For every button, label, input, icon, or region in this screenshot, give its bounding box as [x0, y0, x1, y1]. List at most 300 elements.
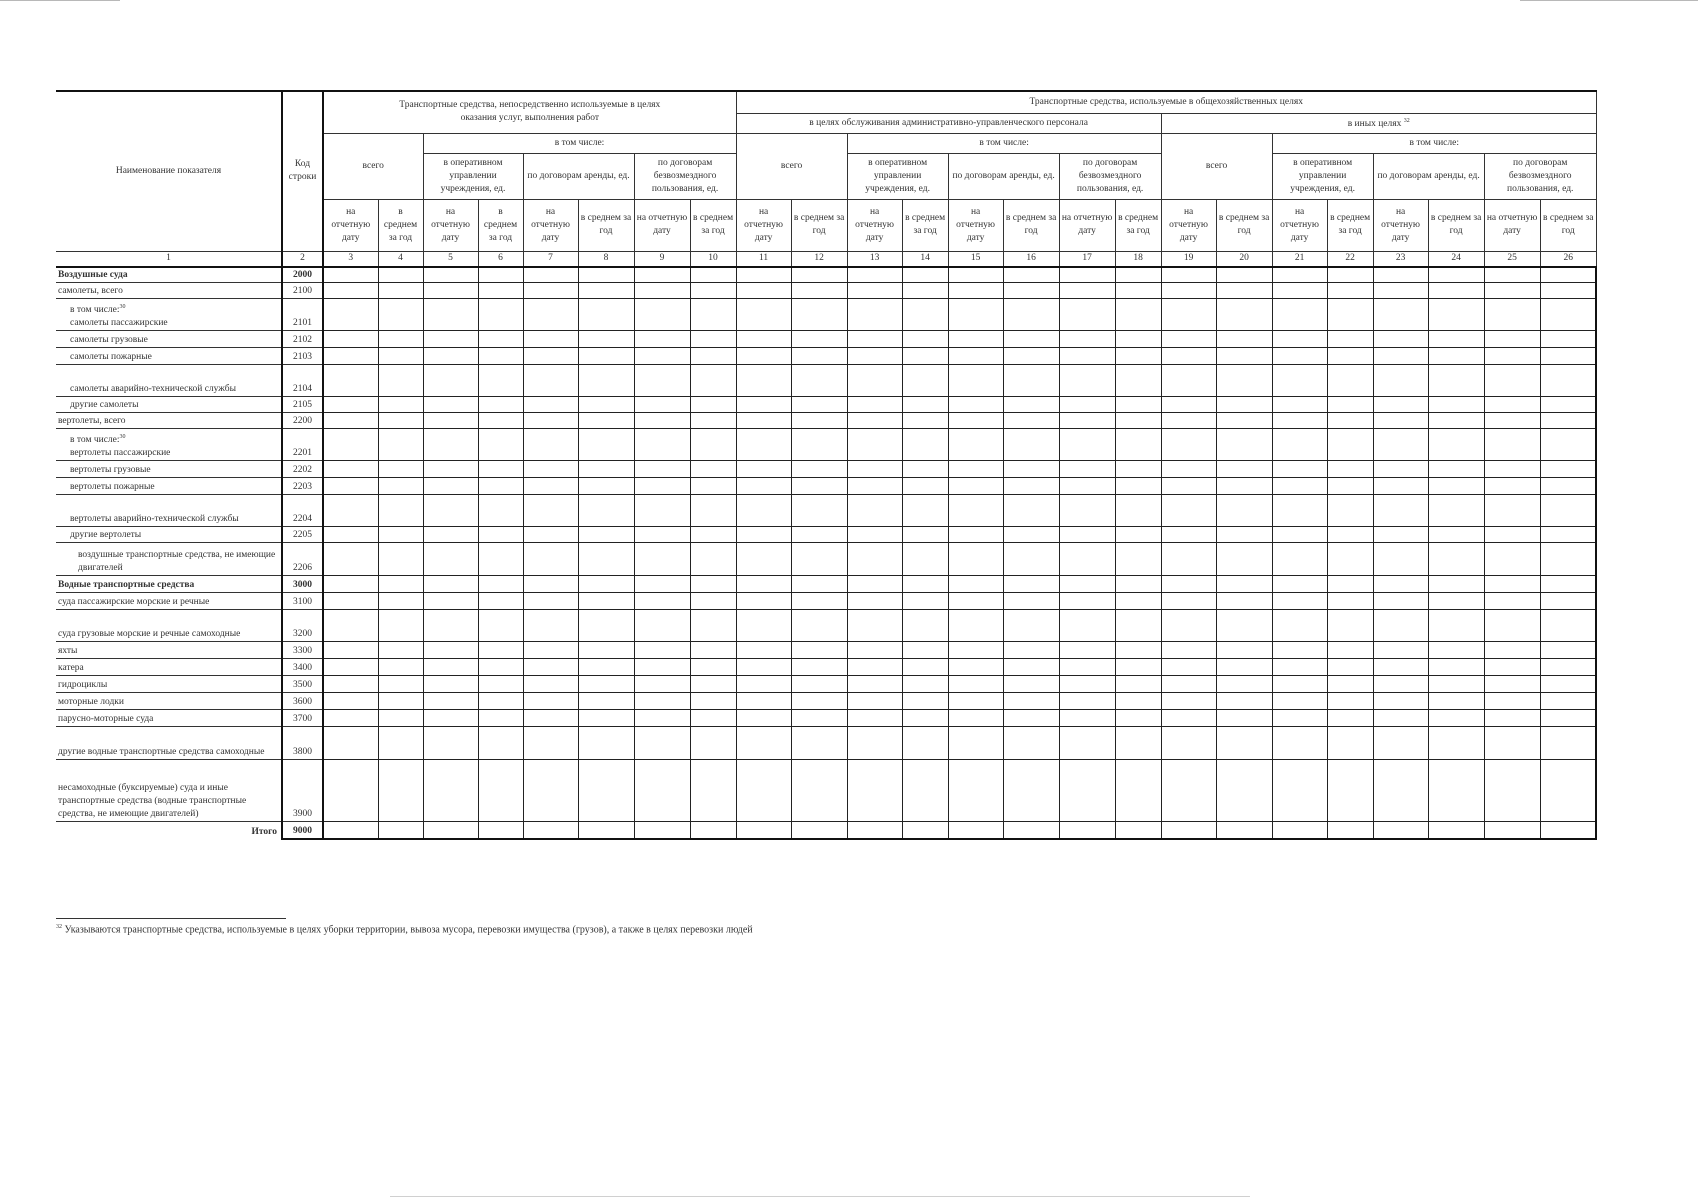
data-cell[interactable] [323, 642, 378, 659]
data-cell[interactable] [378, 642, 423, 659]
data-cell[interactable] [1059, 527, 1115, 543]
data-cell[interactable] [1272, 642, 1327, 659]
data-cell[interactable] [1327, 760, 1373, 822]
data-cell[interactable] [1003, 727, 1059, 760]
data-cell[interactable] [1216, 413, 1272, 429]
data-cell[interactable] [423, 267, 478, 283]
data-cell[interactable] [634, 348, 690, 365]
data-cell[interactable] [578, 429, 634, 461]
data-cell[interactable] [1484, 365, 1540, 397]
data-cell[interactable] [1115, 676, 1161, 693]
data-cell[interactable] [634, 543, 690, 576]
data-cell[interactable] [690, 495, 736, 527]
data-cell[interactable] [523, 659, 578, 676]
data-cell[interactable] [634, 527, 690, 543]
data-cell[interactable] [1272, 267, 1327, 283]
data-cell[interactable] [847, 348, 902, 365]
data-cell[interactable] [1059, 495, 1115, 527]
data-cell[interactable] [1059, 693, 1115, 710]
data-cell[interactable] [1428, 527, 1484, 543]
data-cell[interactable] [1428, 348, 1484, 365]
data-cell[interactable] [1059, 642, 1115, 659]
data-cell[interactable] [578, 331, 634, 348]
data-cell[interactable] [948, 659, 1003, 676]
data-cell[interactable] [634, 659, 690, 676]
data-cell[interactable] [1161, 727, 1216, 760]
data-cell[interactable] [578, 413, 634, 429]
data-cell[interactable] [1540, 397, 1596, 413]
data-cell[interactable] [690, 676, 736, 693]
data-cell[interactable] [902, 413, 948, 429]
data-cell[interactable] [1216, 760, 1272, 822]
data-cell[interactable] [1059, 348, 1115, 365]
data-cell[interactable] [902, 576, 948, 593]
data-cell[interactable] [1540, 267, 1596, 283]
data-cell[interactable] [478, 676, 523, 693]
data-cell[interactable] [1161, 693, 1216, 710]
data-cell[interactable] [1115, 760, 1161, 822]
data-cell[interactable] [847, 659, 902, 676]
data-cell[interactable] [736, 478, 791, 495]
data-cell[interactable] [1540, 348, 1596, 365]
data-cell[interactable] [423, 365, 478, 397]
data-cell[interactable] [847, 822, 902, 839]
data-cell[interactable] [1115, 822, 1161, 839]
data-cell[interactable] [902, 478, 948, 495]
data-cell[interactable] [736, 576, 791, 593]
data-cell[interactable] [1059, 710, 1115, 727]
data-cell[interactable] [1327, 710, 1373, 727]
data-cell[interactable] [1484, 610, 1540, 642]
data-cell[interactable] [323, 365, 378, 397]
data-cell[interactable] [378, 610, 423, 642]
data-cell[interactable] [1373, 543, 1428, 576]
data-cell[interactable] [1540, 610, 1596, 642]
data-cell[interactable] [948, 413, 1003, 429]
data-cell[interactable] [1115, 693, 1161, 710]
data-cell[interactable] [902, 461, 948, 478]
data-cell[interactable] [1161, 593, 1216, 610]
data-cell[interactable] [948, 478, 1003, 495]
data-cell[interactable] [523, 283, 578, 299]
data-cell[interactable] [1216, 461, 1272, 478]
data-cell[interactable] [1059, 610, 1115, 642]
data-cell[interactable] [1161, 365, 1216, 397]
data-cell[interactable] [423, 461, 478, 478]
data-cell[interactable] [1484, 642, 1540, 659]
data-cell[interactable] [1327, 543, 1373, 576]
data-cell[interactable] [1161, 822, 1216, 839]
data-cell[interactable] [902, 593, 948, 610]
data-cell[interactable] [1540, 576, 1596, 593]
data-cell[interactable] [1003, 822, 1059, 839]
data-cell[interactable] [791, 461, 847, 478]
data-cell[interactable] [847, 676, 902, 693]
data-cell[interactable] [1161, 543, 1216, 576]
data-cell[interactable] [634, 642, 690, 659]
data-cell[interactable] [423, 348, 478, 365]
data-cell[interactable] [523, 413, 578, 429]
data-cell[interactable] [1484, 822, 1540, 839]
data-cell[interactable] [791, 543, 847, 576]
data-cell[interactable] [1216, 348, 1272, 365]
data-cell[interactable] [1272, 543, 1327, 576]
data-cell[interactable] [847, 710, 902, 727]
data-cell[interactable] [736, 760, 791, 822]
data-cell[interactable] [1428, 413, 1484, 429]
data-cell[interactable] [1216, 693, 1272, 710]
data-cell[interactable] [690, 365, 736, 397]
data-cell[interactable] [736, 429, 791, 461]
data-cell[interactable] [634, 710, 690, 727]
data-cell[interactable] [1216, 676, 1272, 693]
data-cell[interactable] [1161, 576, 1216, 593]
data-cell[interactable] [423, 576, 478, 593]
data-cell[interactable] [1428, 543, 1484, 576]
data-cell[interactable] [323, 461, 378, 478]
data-cell[interactable] [690, 413, 736, 429]
data-cell[interactable] [690, 593, 736, 610]
data-cell[interactable] [1428, 642, 1484, 659]
data-cell[interactable] [478, 642, 523, 659]
data-cell[interactable] [1272, 676, 1327, 693]
data-cell[interactable] [791, 348, 847, 365]
data-cell[interactable] [791, 576, 847, 593]
data-cell[interactable] [523, 710, 578, 727]
data-cell[interactable] [791, 299, 847, 331]
data-cell[interactable] [478, 659, 523, 676]
data-cell[interactable] [378, 413, 423, 429]
data-cell[interactable] [847, 543, 902, 576]
data-cell[interactable] [423, 676, 478, 693]
data-cell[interactable] [847, 413, 902, 429]
data-cell[interactable] [423, 478, 478, 495]
data-cell[interactable] [478, 283, 523, 299]
data-cell[interactable] [523, 365, 578, 397]
data-cell[interactable] [378, 397, 423, 413]
data-cell[interactable] [634, 267, 690, 283]
data-cell[interactable] [1327, 676, 1373, 693]
data-cell[interactable] [378, 429, 423, 461]
data-cell[interactable] [1540, 676, 1596, 693]
data-cell[interactable] [423, 397, 478, 413]
data-cell[interactable] [736, 267, 791, 283]
data-cell[interactable] [847, 299, 902, 331]
data-cell[interactable] [1373, 365, 1428, 397]
data-cell[interactable] [1484, 461, 1540, 478]
data-cell[interactable] [847, 576, 902, 593]
data-cell[interactable] [1161, 348, 1216, 365]
data-cell[interactable] [1327, 576, 1373, 593]
data-cell[interactable] [902, 822, 948, 839]
data-cell[interactable] [1216, 710, 1272, 727]
data-cell[interactable] [1161, 642, 1216, 659]
data-cell[interactable] [948, 495, 1003, 527]
data-cell[interactable] [1428, 593, 1484, 610]
data-cell[interactable] [1216, 283, 1272, 299]
data-cell[interactable] [1272, 478, 1327, 495]
data-cell[interactable] [323, 710, 378, 727]
data-cell[interactable] [791, 429, 847, 461]
data-cell[interactable] [423, 527, 478, 543]
data-cell[interactable] [1059, 727, 1115, 760]
data-cell[interactable] [1484, 495, 1540, 527]
data-cell[interactable] [1540, 299, 1596, 331]
data-cell[interactable] [1115, 659, 1161, 676]
data-cell[interactable] [1216, 299, 1272, 331]
data-cell[interactable] [1272, 283, 1327, 299]
data-cell[interactable] [523, 331, 578, 348]
data-cell[interactable] [1272, 461, 1327, 478]
data-cell[interactable] [423, 543, 478, 576]
data-cell[interactable] [1327, 593, 1373, 610]
data-cell[interactable] [578, 283, 634, 299]
data-cell[interactable] [1373, 642, 1428, 659]
data-cell[interactable] [1484, 543, 1540, 576]
data-cell[interactable] [1272, 727, 1327, 760]
data-cell[interactable] [1428, 429, 1484, 461]
data-cell[interactable] [523, 642, 578, 659]
data-cell[interactable] [1216, 576, 1272, 593]
data-cell[interactable] [1003, 676, 1059, 693]
data-cell[interactable] [791, 760, 847, 822]
data-cell[interactable] [1161, 676, 1216, 693]
data-cell[interactable] [902, 710, 948, 727]
data-cell[interactable] [1003, 642, 1059, 659]
data-cell[interactable] [1161, 299, 1216, 331]
data-cell[interactable] [634, 576, 690, 593]
data-cell[interactable] [1216, 822, 1272, 839]
data-cell[interactable] [1272, 693, 1327, 710]
data-cell[interactable] [791, 593, 847, 610]
data-cell[interactable] [1003, 760, 1059, 822]
data-cell[interactable] [1484, 283, 1540, 299]
data-cell[interactable] [791, 397, 847, 413]
data-cell[interactable] [323, 593, 378, 610]
data-cell[interactable] [791, 693, 847, 710]
data-cell[interactable] [378, 299, 423, 331]
data-cell[interactable] [736, 659, 791, 676]
data-cell[interactable] [1373, 593, 1428, 610]
data-cell[interactable] [1428, 331, 1484, 348]
data-cell[interactable] [478, 348, 523, 365]
data-cell[interactable] [478, 760, 523, 822]
data-cell[interactable] [578, 659, 634, 676]
data-cell[interactable] [1327, 727, 1373, 760]
data-cell[interactable] [1115, 642, 1161, 659]
data-cell[interactable] [634, 331, 690, 348]
data-cell[interactable] [1059, 299, 1115, 331]
data-cell[interactable] [323, 348, 378, 365]
data-cell[interactable] [1003, 710, 1059, 727]
data-cell[interactable] [578, 693, 634, 710]
data-cell[interactable] [1216, 593, 1272, 610]
data-cell[interactable] [1272, 659, 1327, 676]
data-cell[interactable] [478, 461, 523, 478]
data-cell[interactable] [1540, 495, 1596, 527]
data-cell[interactable] [847, 642, 902, 659]
data-cell[interactable] [478, 693, 523, 710]
data-cell[interactable] [1540, 478, 1596, 495]
data-cell[interactable] [1327, 659, 1373, 676]
data-cell[interactable] [690, 283, 736, 299]
data-cell[interactable] [1327, 495, 1373, 527]
data-cell[interactable] [378, 727, 423, 760]
data-cell[interactable] [948, 760, 1003, 822]
data-cell[interactable] [523, 267, 578, 283]
data-cell[interactable] [1540, 727, 1596, 760]
data-cell[interactable] [1003, 593, 1059, 610]
data-cell[interactable] [378, 331, 423, 348]
data-cell[interactable] [791, 676, 847, 693]
data-cell[interactable] [736, 461, 791, 478]
data-cell[interactable] [1484, 727, 1540, 760]
data-cell[interactable] [423, 593, 478, 610]
data-cell[interactable] [423, 760, 478, 822]
data-cell[interactable] [1428, 267, 1484, 283]
data-cell[interactable] [1327, 527, 1373, 543]
data-cell[interactable] [690, 727, 736, 760]
data-cell[interactable] [1540, 642, 1596, 659]
data-cell[interactable] [1059, 478, 1115, 495]
data-cell[interactable] [1540, 543, 1596, 576]
data-cell[interactable] [634, 413, 690, 429]
data-cell[interactable] [1003, 495, 1059, 527]
data-cell[interactable] [578, 576, 634, 593]
data-cell[interactable] [323, 610, 378, 642]
data-cell[interactable] [1428, 659, 1484, 676]
data-cell[interactable] [791, 495, 847, 527]
data-cell[interactable] [1373, 429, 1428, 461]
data-cell[interactable] [1003, 576, 1059, 593]
data-cell[interactable] [323, 659, 378, 676]
data-cell[interactable] [523, 527, 578, 543]
data-cell[interactable] [323, 676, 378, 693]
data-cell[interactable] [736, 610, 791, 642]
data-cell[interactable] [1216, 659, 1272, 676]
data-cell[interactable] [1327, 822, 1373, 839]
data-cell[interactable] [523, 429, 578, 461]
data-cell[interactable] [1216, 267, 1272, 283]
data-cell[interactable] [423, 727, 478, 760]
data-cell[interactable] [1373, 576, 1428, 593]
data-cell[interactable] [948, 576, 1003, 593]
data-cell[interactable] [578, 461, 634, 478]
data-cell[interactable] [1373, 478, 1428, 495]
data-cell[interactable] [847, 495, 902, 527]
data-cell[interactable] [847, 610, 902, 642]
data-cell[interactable] [578, 727, 634, 760]
data-cell[interactable] [1161, 413, 1216, 429]
data-cell[interactable] [578, 495, 634, 527]
data-cell[interactable] [1428, 760, 1484, 822]
data-cell[interactable] [847, 527, 902, 543]
data-cell[interactable] [578, 527, 634, 543]
data-cell[interactable] [423, 693, 478, 710]
data-cell[interactable] [523, 299, 578, 331]
data-cell[interactable] [323, 576, 378, 593]
data-cell[interactable] [1428, 710, 1484, 727]
data-cell[interactable] [1540, 413, 1596, 429]
data-cell[interactable] [948, 727, 1003, 760]
data-cell[interactable] [690, 331, 736, 348]
data-cell[interactable] [948, 299, 1003, 331]
data-cell[interactable] [634, 676, 690, 693]
data-cell[interactable] [1115, 543, 1161, 576]
data-cell[interactable] [523, 576, 578, 593]
data-cell[interactable] [1003, 543, 1059, 576]
data-cell[interactable] [1059, 576, 1115, 593]
data-cell[interactable] [791, 527, 847, 543]
data-cell[interactable] [948, 822, 1003, 839]
data-cell[interactable] [690, 543, 736, 576]
data-cell[interactable] [690, 610, 736, 642]
data-cell[interactable] [902, 283, 948, 299]
data-cell[interactable] [1327, 478, 1373, 495]
data-cell[interactable] [1540, 760, 1596, 822]
data-cell[interactable] [791, 283, 847, 299]
data-cell[interactable] [1373, 527, 1428, 543]
data-cell[interactable] [1272, 593, 1327, 610]
data-cell[interactable] [578, 299, 634, 331]
data-cell[interactable] [1216, 543, 1272, 576]
data-cell[interactable] [378, 283, 423, 299]
data-cell[interactable] [847, 397, 902, 413]
data-cell[interactable] [1540, 429, 1596, 461]
data-cell[interactable] [323, 543, 378, 576]
data-cell[interactable] [736, 642, 791, 659]
data-cell[interactable] [423, 413, 478, 429]
data-cell[interactable] [423, 331, 478, 348]
data-cell[interactable] [690, 429, 736, 461]
data-cell[interactable] [423, 429, 478, 461]
data-cell[interactable] [1428, 461, 1484, 478]
data-cell[interactable] [1327, 429, 1373, 461]
data-cell[interactable] [523, 543, 578, 576]
data-cell[interactable] [1272, 576, 1327, 593]
data-cell[interactable] [1059, 822, 1115, 839]
data-cell[interactable] [1373, 331, 1428, 348]
data-cell[interactable] [478, 267, 523, 283]
data-cell[interactable] [902, 676, 948, 693]
data-cell[interactable] [902, 495, 948, 527]
data-cell[interactable] [847, 365, 902, 397]
data-cell[interactable] [1373, 283, 1428, 299]
data-cell[interactable] [736, 299, 791, 331]
data-cell[interactable] [1428, 478, 1484, 495]
data-cell[interactable] [634, 727, 690, 760]
data-cell[interactable] [948, 642, 1003, 659]
data-cell[interactable] [847, 478, 902, 495]
data-cell[interactable] [791, 365, 847, 397]
data-cell[interactable] [902, 331, 948, 348]
data-cell[interactable] [523, 348, 578, 365]
data-cell[interactable] [1059, 543, 1115, 576]
data-cell[interactable] [1059, 659, 1115, 676]
data-cell[interactable] [847, 331, 902, 348]
data-cell[interactable] [1115, 267, 1161, 283]
data-cell[interactable] [791, 267, 847, 283]
data-cell[interactable] [1059, 429, 1115, 461]
data-cell[interactable] [1272, 760, 1327, 822]
data-cell[interactable] [1373, 710, 1428, 727]
data-cell[interactable] [847, 760, 902, 822]
data-cell[interactable] [690, 760, 736, 822]
data-cell[interactable] [690, 397, 736, 413]
data-cell[interactable] [902, 365, 948, 397]
data-cell[interactable] [423, 822, 478, 839]
data-cell[interactable] [578, 348, 634, 365]
